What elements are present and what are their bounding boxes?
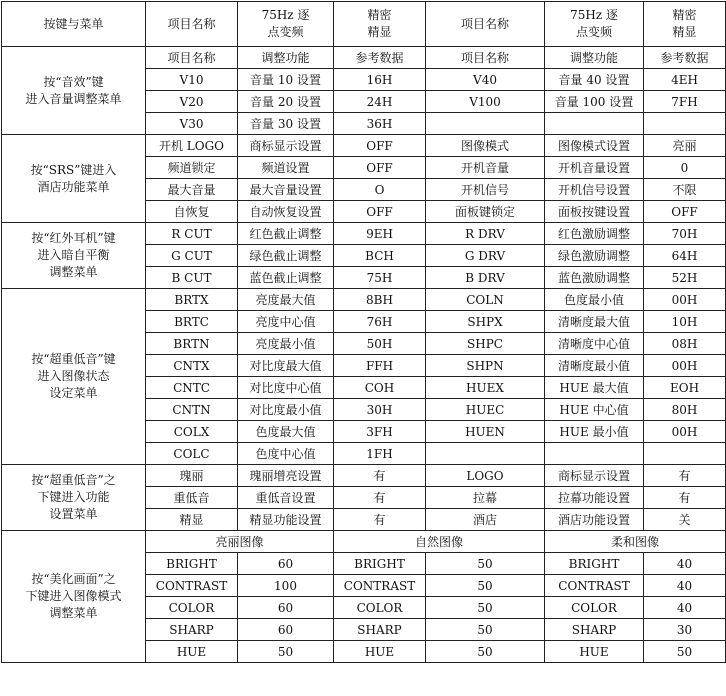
cell-adjust-function: 音量 10 设置 <box>238 69 334 91</box>
cell-adjust-function: 对比度最大值 <box>238 355 334 377</box>
cell-ref-value: 有 <box>644 465 726 487</box>
cell-item-name: SHPN <box>426 355 545 377</box>
section-menu-hotel: 按“SRS”键进入 酒店功能菜单 <box>2 135 146 223</box>
cell-ref-value: 64H <box>644 245 726 267</box>
cell-adjust-function: 拉幕功能设置 <box>545 487 644 509</box>
cell-adjust-function: 红色截止调整 <box>238 223 334 245</box>
cell-item-name: 精显 <box>146 509 238 531</box>
cell-item-name: HUEX <box>426 377 545 399</box>
cell-item-name: HUEC <box>426 399 545 421</box>
cell-param-name: SHARP <box>545 619 644 641</box>
cell-ref-value: OFF <box>644 201 726 223</box>
cell-item-name: BRTX <box>146 289 238 311</box>
subheader-function-2: 调整功能 <box>545 47 644 69</box>
cell-ref-value: 36H <box>334 113 426 135</box>
cell-item-name: SHPX <box>426 311 545 333</box>
cell-adjust-function: 瑰丽增亮设置 <box>238 465 334 487</box>
cell-ref-value: 1FH <box>334 443 426 465</box>
cell-ref-value: EOH <box>644 377 726 399</box>
cell-param-value: 50 <box>426 575 545 597</box>
cell-param-name: BRIGHT <box>545 553 644 575</box>
cell-ref-value: 0 <box>644 157 726 179</box>
cell-adjust-function: 蓝色截止调整 <box>238 267 334 289</box>
cell-adjust-function: 精显功能设置 <box>238 509 334 531</box>
header-fine: 精密 精显 <box>334 2 426 47</box>
cell-ref-value <box>644 443 726 465</box>
cell-adjust-function: 图像模式设置 <box>545 135 644 157</box>
header-freq-2: 75Hz 逐 点变频 <box>545 2 644 47</box>
cell-param-name: HUE <box>545 641 644 663</box>
cell-item-name: COLN <box>426 289 545 311</box>
subheader-name-1: 项目名称 <box>146 47 238 69</box>
cell-item-name: V30 <box>146 113 238 135</box>
cell-ref-value <box>644 113 726 135</box>
cell-ref-value: 00H <box>644 355 726 377</box>
cell-adjust-function: 色度中心值 <box>238 443 334 465</box>
cell-item-name: COLC <box>146 443 238 465</box>
cell-item-name: 开机信号 <box>426 179 545 201</box>
cell-param-name: BRIGHT <box>146 553 238 575</box>
cell-item-name: COLX <box>146 421 238 443</box>
cell-param-value: 50 <box>238 641 334 663</box>
cell-adjust-function: 音量 30 设置 <box>238 113 334 135</box>
cell-adjust-function: 开机音量设置 <box>545 157 644 179</box>
cell-ref-value: 9EH <box>334 223 426 245</box>
cell-param-name: CONTRAST <box>334 575 426 597</box>
header-fine-2: 精密 精显 <box>644 2 726 47</box>
cell-param-value: 60 <box>238 553 334 575</box>
cell-item-name: G DRV <box>426 245 545 267</box>
cell-ref-value: 3FH <box>334 421 426 443</box>
cell-param-name: SHARP <box>334 619 426 641</box>
cell-item-name: CNTN <box>146 399 238 421</box>
cell-item-name: CNTX <box>146 355 238 377</box>
table-row <box>2 135 726 157</box>
cell-ref-value: OFF <box>334 157 426 179</box>
cell-adjust-function: 色度最小值 <box>545 289 644 311</box>
cell-adjust-function <box>545 443 644 465</box>
cell-ref-value: 有 <box>334 509 426 531</box>
table-row <box>2 465 726 487</box>
cell-param-name: HUE <box>334 641 426 663</box>
cell-param-name: CONTRAST <box>545 575 644 597</box>
cell-adjust-function: 亮度最小值 <box>238 333 334 355</box>
section-menu-image_state: 按“超重低音”键 进入图像状态 设定菜单 <box>2 289 146 465</box>
subheader-name-2: 项目名称 <box>426 47 545 69</box>
cell-item-name: R CUT <box>146 223 238 245</box>
subheader-function-1: 调整功能 <box>238 47 334 69</box>
cell-param-name: COLOR <box>334 597 426 619</box>
cell-ref-value: 80H <box>644 399 726 421</box>
cell-item-name: V40 <box>426 69 545 91</box>
subheader-row <box>2 47 726 69</box>
cell-ref-value: COH <box>334 377 426 399</box>
cell-adjust-function: 亮度最大值 <box>238 289 334 311</box>
picture-mode-2: 自然图像 <box>334 531 545 553</box>
cell-item-name: 瑰丽 <box>146 465 238 487</box>
table-row <box>2 289 726 311</box>
cell-ref-value: 关 <box>644 509 726 531</box>
cell-item-name: B DRV <box>426 267 545 289</box>
cell-item-name <box>426 443 545 465</box>
cell-ref-value: 08H <box>644 333 726 355</box>
cell-adjust-function: 对比度最小值 <box>238 399 334 421</box>
cell-ref-value: 75H <box>334 267 426 289</box>
cell-ref-value: 10H <box>644 311 726 333</box>
cell-item-name: 酒店 <box>426 509 545 531</box>
cell-ref-value: 50H <box>334 333 426 355</box>
cell-param-name: SHARP <box>146 619 238 641</box>
cell-param-value: 50 <box>644 641 726 663</box>
cell-item-name: 拉幕 <box>426 487 545 509</box>
subheader-ref-1: 参考数据 <box>334 47 426 69</box>
cell-ref-value: 7FH <box>644 91 726 113</box>
cell-ref-value: 30H <box>334 399 426 421</box>
cell-adjust-function: 音量 40 设置 <box>545 69 644 91</box>
cell-adjust-function: 商标显示设置 <box>238 135 334 157</box>
cell-ref-value: 8BH <box>334 289 426 311</box>
cell-param-value: 50 <box>426 619 545 641</box>
cell-adjust-function: 红色激励调整 <box>545 223 644 245</box>
cell-param-value: 40 <box>644 575 726 597</box>
cell-adjust-function: 面板按键设置 <box>545 201 644 223</box>
cell-adjust-function: 蓝色激励调整 <box>545 267 644 289</box>
cell-adjust-function: 重低音设置 <box>238 487 334 509</box>
cell-item-name: 频道锁定 <box>146 157 238 179</box>
cell-ref-value: OFF <box>334 135 426 157</box>
cell-item-name: CNTC <box>146 377 238 399</box>
cell-ref-value: 00H <box>644 421 726 443</box>
cell-adjust-function: 音量 100 设置 <box>545 91 644 113</box>
section-menu-function: 按“超重低音”之 下键进入功能 设置菜单 <box>2 465 146 531</box>
header-name: 项目名称 <box>146 2 238 47</box>
cell-ref-value: 有 <box>644 487 726 509</box>
cell-item-name: 自恢复 <box>146 201 238 223</box>
cell-ref-value: 有 <box>334 465 426 487</box>
header-freq: 75Hz 逐 点变频 <box>238 2 334 47</box>
cell-adjust-function: 绿色激励调整 <box>545 245 644 267</box>
cell-param-value: 40 <box>644 553 726 575</box>
cell-ref-value: 52H <box>644 267 726 289</box>
cell-adjust-function: HUE 最大值 <box>545 377 644 399</box>
section-menu-picture_mode: 按“美化画面”之 下键进入图像模式 调整菜单 <box>2 531 146 663</box>
cell-param-name: BRIGHT <box>334 553 426 575</box>
cell-adjust-function: 开机信号设置 <box>545 179 644 201</box>
cell-param-value: 40 <box>644 597 726 619</box>
cell-item-name: B CUT <box>146 267 238 289</box>
cell-param-name: CONTRAST <box>146 575 238 597</box>
cell-item-name: 开机 LOGO <box>146 135 238 157</box>
cell-adjust-function: 对比度中心值 <box>238 377 334 399</box>
cell-item-name: 图像模式 <box>426 135 545 157</box>
cell-param-name: COLOR <box>146 597 238 619</box>
cell-param-value: 50 <box>426 553 545 575</box>
cell-param-value: 50 <box>426 641 545 663</box>
cell-adjust-function: HUE 中心值 <box>545 399 644 421</box>
section-menu-white_balance: 按“红外耳机”键 进入暗自平衡 调整菜单 <box>2 223 146 289</box>
header-row <box>2 2 726 47</box>
cell-ref-value: 16H <box>334 69 426 91</box>
cell-ref-value: 24H <box>334 91 426 113</box>
section-menu-volume: 按“音效”键 进入音量调整菜单 <box>2 47 146 135</box>
cell-item-name: 最大音量 <box>146 179 238 201</box>
cell-param-name: HUE <box>146 641 238 663</box>
cell-ref-value: 4EH <box>644 69 726 91</box>
cell-param-value: 60 <box>238 597 334 619</box>
cell-item-name: 重低音 <box>146 487 238 509</box>
menu-settings-table <box>1 1 726 663</box>
cell-ref-value: FFH <box>334 355 426 377</box>
cell-adjust-function: 清晰度中心值 <box>545 333 644 355</box>
cell-adjust-function: 清晰度最小值 <box>545 355 644 377</box>
header-menu: 按键与菜单 <box>2 2 146 47</box>
cell-ref-value: 70H <box>644 223 726 245</box>
picture-mode-3: 柔和图像 <box>545 531 726 553</box>
header-name-2: 项目名称 <box>426 2 545 47</box>
cell-adjust-function: HUE 最小值 <box>545 421 644 443</box>
picture-mode-1: 亮丽图像 <box>146 531 334 553</box>
cell-adjust-function: 商标显示设置 <box>545 465 644 487</box>
cell-param-value: 100 <box>238 575 334 597</box>
cell-ref-value: 不限 <box>644 179 726 201</box>
cell-item-name: 面板键锁定 <box>426 201 545 223</box>
cell-ref-value: 00H <box>644 289 726 311</box>
cell-ref-value: 亮丽 <box>644 135 726 157</box>
cell-ref-value: BCH <box>334 245 426 267</box>
cell-adjust-function: 酒店功能设置 <box>545 509 644 531</box>
cell-item-name: BRTC <box>146 311 238 333</box>
cell-adjust-function: 频道设置 <box>238 157 334 179</box>
cell-adjust-function: 最大音量设置 <box>238 179 334 201</box>
cell-adjust-function: 亮度中心值 <box>238 311 334 333</box>
picture-mode-header-row <box>2 531 726 553</box>
cell-ref-value: 76H <box>334 311 426 333</box>
cell-ref-value: O <box>334 179 426 201</box>
subheader-ref-2: 参考数据 <box>644 47 726 69</box>
cell-item-name: HUEN <box>426 421 545 443</box>
cell-item-name: SHPC <box>426 333 545 355</box>
cell-adjust-function: 音量 20 设置 <box>238 91 334 113</box>
cell-item-name: 开机音量 <box>426 157 545 179</box>
cell-adjust-function <box>545 113 644 135</box>
table-row <box>2 223 726 245</box>
cell-item-name: LOGO <box>426 465 545 487</box>
cell-item-name <box>426 113 545 135</box>
cell-item-name: V100 <box>426 91 545 113</box>
cell-adjust-function: 色度最大值 <box>238 421 334 443</box>
cell-adjust-function: 绿色截止调整 <box>238 245 334 267</box>
cell-param-value: 60 <box>238 619 334 641</box>
cell-param-name: COLOR <box>545 597 644 619</box>
cell-param-value: 50 <box>426 597 545 619</box>
cell-adjust-function: 清晰度最大值 <box>545 311 644 333</box>
cell-adjust-function: 自动恢复设置 <box>238 201 334 223</box>
cell-ref-value: OFF <box>334 201 426 223</box>
cell-ref-value: 有 <box>334 487 426 509</box>
cell-item-name: BRTN <box>146 333 238 355</box>
cell-item-name: V20 <box>146 91 238 113</box>
cell-param-value: 30 <box>644 619 726 641</box>
cell-item-name: G CUT <box>146 245 238 267</box>
cell-item-name: V10 <box>146 69 238 91</box>
cell-item-name: R DRV <box>426 223 545 245</box>
